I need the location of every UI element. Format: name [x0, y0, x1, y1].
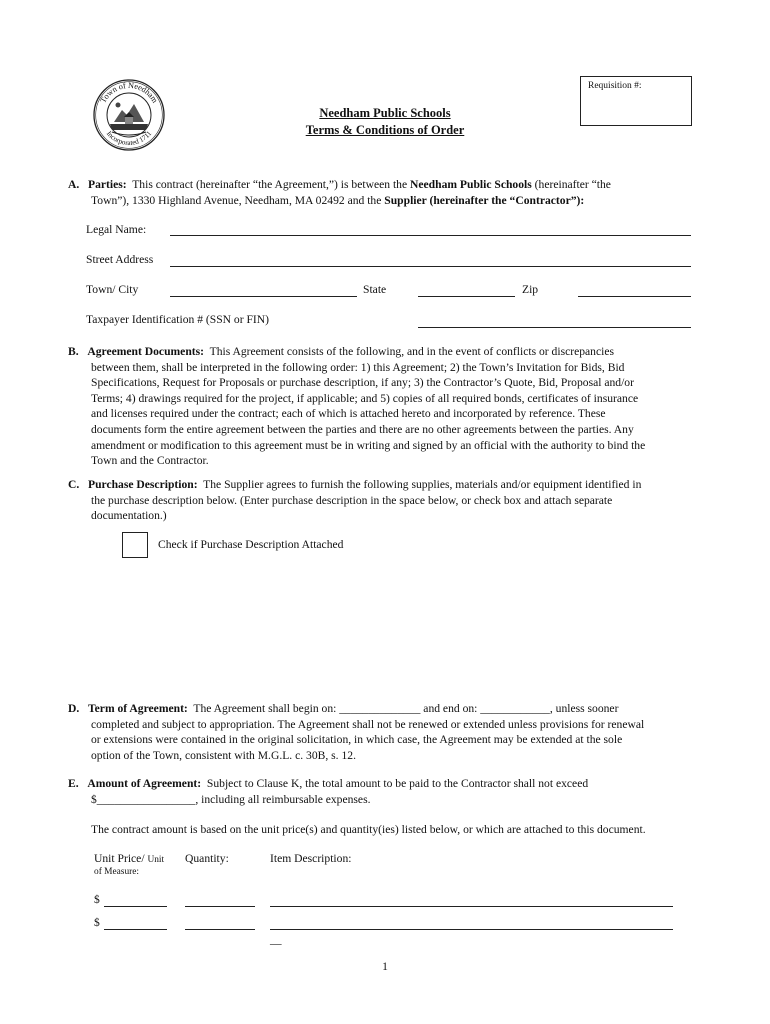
town-city-field[interactable]: [170, 296, 357, 297]
section-e-amount-line: $_________________, including all reimbursable expenses.: [91, 793, 371, 806]
legal-name-field[interactable]: [170, 235, 691, 236]
row2-item-continuation: __: [270, 933, 282, 946]
section-c-purchase-description: C. Purchase Description: The Supplier agrees to furnish the following supplies, materials and/or equipment identified in: [68, 478, 642, 491]
taxpayer-id-label: Taxpayer Identification # (SSN or FIN): [86, 313, 270, 326]
requisition-label: Requisition #:: [588, 81, 642, 91]
section-b-line: Terms; 4) drawings required for the project, if applicable; and 5) copies of all required bonds, certificates of insurance: [91, 391, 639, 405]
row2-quantity-field[interactable]: [185, 929, 255, 930]
seal-bottom-text: Incorporated 1711: [104, 129, 154, 148]
legal-name-label: Legal Name:: [86, 223, 147, 236]
section-d-line: option of the Town, consistent with M.G.L. c. 30B, s. 12.: [91, 748, 356, 762]
row1-unit-price-field[interactable]: [104, 906, 167, 907]
section-b-line: amendment or modification to this agreement must be in writing and signed by an official with the authority to bind the: [91, 438, 646, 452]
row2-unit-price-field[interactable]: [104, 929, 167, 930]
section-b-line: Specifications, Request for Proposals or purchase description, if any; 3) the Contractor’s Quote, Bid, Proposal and/or: [91, 376, 634, 390]
purchase-description-checkbox[interactable]: [122, 532, 148, 558]
row1-dollar: $: [94, 893, 100, 906]
item-description-header: Item Description:: [270, 852, 352, 865]
section-b-line: documents form the entire agreement between the parties and there are no other agreements between the parties. Any: [91, 423, 634, 436]
row1-item-description-field[interactable]: [270, 906, 673, 907]
section-c-line: documentation.): [91, 509, 167, 523]
unit-price-header: Unit Price/ Unit: [94, 852, 165, 865]
section-d-line: completed and subject to appropriation. The Agreement shall not be renewed or extended unless provisions for renewal: [91, 717, 645, 731]
document-title: Needham Public Schools: [319, 106, 451, 120]
row2-item-description-field[interactable]: [270, 929, 673, 930]
section-c-line: the purchase description below. (Enter purchase description in the space below, or check box and attach separate: [91, 493, 613, 507]
street-address-label: Street Address: [86, 253, 154, 266]
row2-dollar: $: [94, 916, 100, 929]
section-b-line: and licenses required under the contract; each of which is attached hereto and incorporated by reference. These: [91, 407, 606, 421]
section-e-amount-of-agreement: E. Amount of Agreement: Subject to Clause K, the total amount to be paid to the Contractor shall not exceed: [68, 777, 589, 790]
state-field[interactable]: [418, 296, 515, 297]
state-label: State: [363, 283, 387, 296]
section-b-line: Town and the Contractor.: [91, 454, 209, 468]
taxpayer-id-field[interactable]: [418, 327, 691, 328]
quantity-header: Quantity:: [185, 852, 229, 865]
zip-field[interactable]: [578, 296, 691, 297]
section-d-term-of-agreement: D. Term of Agreement: The Agreement shall begin on: ______________ and end on: ____________, unless sooner: [68, 702, 619, 715]
row1-quantity-field[interactable]: [185, 906, 255, 907]
section-a-line2: Town”), 1330 Highland Avenue, Needham, MA 02492 and the Supplier (hereinafter the “Contractor”):: [91, 194, 585, 207]
section-d-line: or extensions were contained in the original solicitation, in which case, the Agreement may be extended at the sole: [91, 733, 623, 747]
town-city-label: Town/ City: [86, 283, 139, 296]
seal-top-text: Town of Needham: [98, 80, 160, 105]
section-a-parties: A. Parties: This contract (hereinafter “the Agreement,”) is between the Needham Public Schools (hereinafter “the: [68, 178, 611, 191]
document-subtitle: Terms & Conditions of Order: [305, 123, 465, 137]
street-address-field[interactable]: [170, 266, 691, 267]
purchase-description-checkbox-label: Check if Purchase Description Attached: [158, 538, 344, 551]
section-e-basis: The contract amount is based on the unit price(s) and quantity(ies) listed below, or which are attached to this document.: [91, 823, 646, 836]
unit-measure-header: of Measure:: [94, 867, 140, 877]
section-b-line: between them, shall be interpreted in the following order: 1) this Agreement; 2) the Town’s Invitation for Bids, Bid: [91, 360, 625, 374]
zip-label: Zip: [522, 283, 539, 296]
section-b-agreement-documents: B. Agreement Documents: This Agreement consists of the following, and in the event of conflicts or discrepancies: [68, 345, 614, 358]
page-number: 1: [382, 960, 388, 973]
